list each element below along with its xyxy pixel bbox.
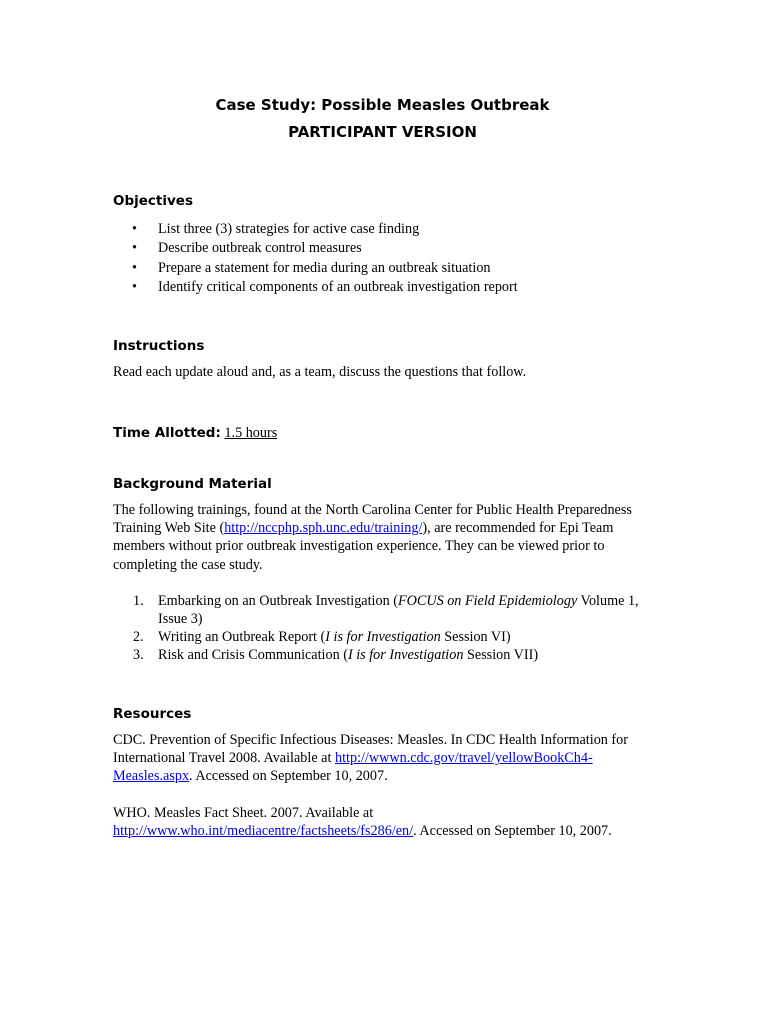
- objectives-list: [113, 220, 658, 297]
- objectives-section: [113, 192, 658, 297]
- resources-heading: Resources: [113, 706, 192, 722]
- background-intro: The following trainings, found at the North Carolina Center for Public Health Preparedness Training Web Site (http://nccphp.sph.unc.edu/training/), are recommended for Epi Team members without prior outbreak investigation experience. They can be viewed prior to completing the case study.: [113, 502, 632, 573]
- who-measles-link[interactable]: http://www.who.int/mediacentre/factsheets/fs286/en/: [113, 822, 414, 839]
- time-allotted-label: Time Allotted:: [113, 425, 221, 441]
- nccphp-training-link[interactable]: http://nccphp.sph.unc.edu/training/: [224, 520, 423, 537]
- objectives-heading: Objectives: [113, 193, 193, 209]
- instructions-heading: Instructions: [113, 338, 205, 354]
- background-heading: Background Material: [113, 476, 272, 492]
- bullet-icon: •: [132, 221, 137, 237]
- resources-section: [113, 705, 658, 840]
- list-item: 3. Risk and Crisis Communication (I is for Investigation Session VII): [133, 647, 539, 664]
- list-item: 1. Embarking on an Outbreak Investigation (FOCUS on Field Epidemiology Volume 1, Issue 3): [133, 592, 639, 628]
- bullet-icon: •: [132, 259, 137, 276]
- list-item: 2. Writing an Outbreak Report (I is for Investigation Session VI): [133, 629, 511, 646]
- resource-item-cdc: CDC. Prevention of Specific Infectious Diseases: Measles. In CDC Health Information for International Travel 2008. Available at http://wwwn.cdc.gov/travel/yellowBookCh4-Measles.aspx. Accessed on September 10, 2007.: [113, 732, 628, 785]
- cdc-measles-link[interactable]: http://wwwn.cdc.gov/travel/yellowBookCh4-Measles.aspx: [113, 750, 593, 785]
- title-line-2: PARTICIPANT VERSION: [288, 123, 477, 141]
- time-allotted-value: 1.5 hours: [224, 425, 278, 441]
- bullet-icon: •: [132, 278, 137, 295]
- instructions-section: [113, 337, 658, 381]
- document-title: [110, 92, 655, 146]
- instructions-text: Read each update aloud and, as a team, discuss the questions that follow.: [113, 364, 527, 380]
- time-allotted-section: [113, 424, 658, 442]
- list-item: • Prepare a statement for media during an outbreak situation: [113, 259, 658, 278]
- resource-item-who: WHO. Measles Fact Sheet. 2007. Available at http://www.who.int/mediacentre/factsheets/fs286/en/. Accessed on September 10, 2007.: [113, 804, 612, 839]
- bullet-icon: •: [132, 240, 137, 257]
- trainings-list: [113, 592, 658, 665]
- background-section: [113, 475, 658, 665]
- title-line-1: Case Study: Possible Measles Outbreak: [215, 96, 550, 114]
- list-item: • Describe outbreak control measures: [113, 239, 658, 258]
- list-item: • Identify critical components of an outbreak investigation report: [113, 278, 658, 297]
- list-item: • List three (3) strategies for active case finding: [113, 220, 658, 239]
